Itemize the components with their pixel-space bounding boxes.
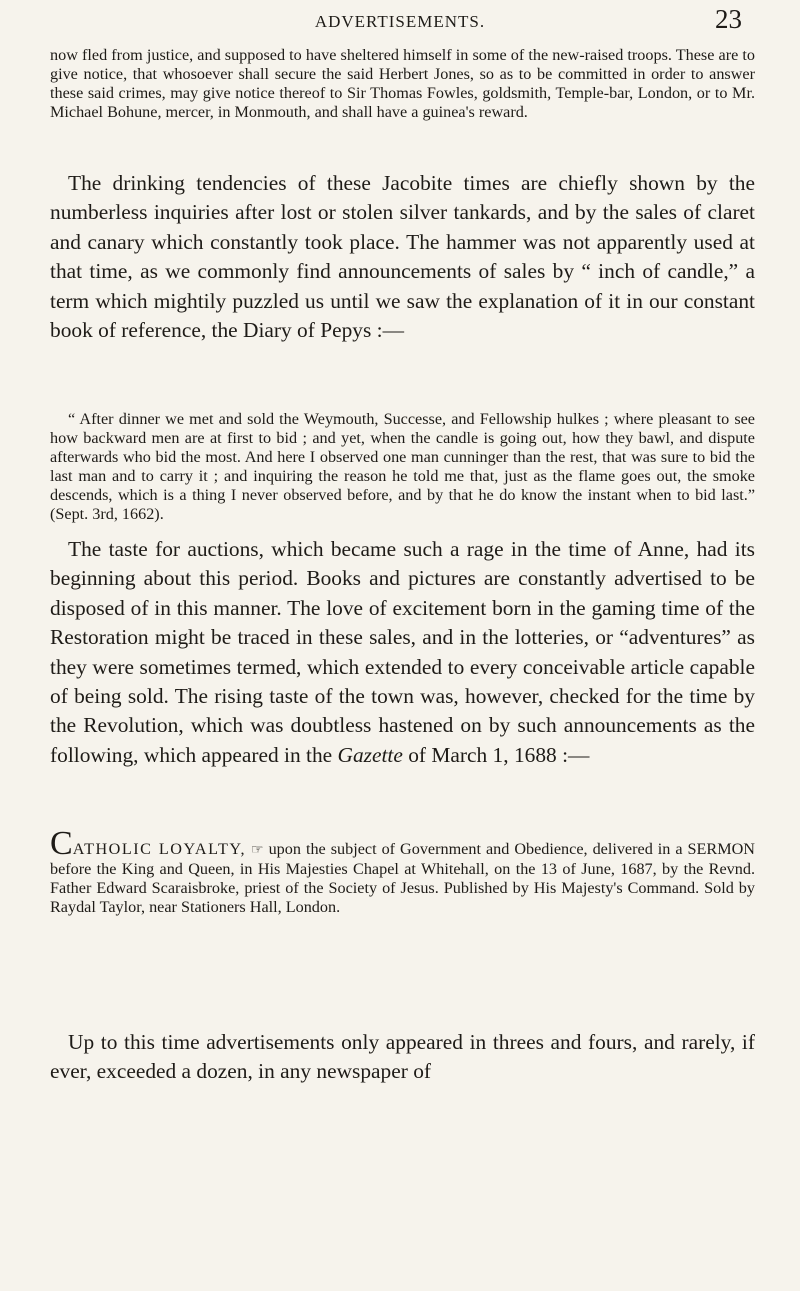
catholic-loyalty-advertisement xyxy=(50,825,755,917)
drinking-paragraph: The drinking tendencies of these Jacobite times are chiefly shown by the numberless inquiries after lost or stolen silver tankards, and by the sales of claret and canary which constantly took place. The hammer was not apparently used at that time, as we commonly find announcements of sales by “ inch of candle,” a term which mightily puzzled us until we saw the explanation of it in our constant book of reference, the Diary of Pepys :— xyxy=(50,171,755,343)
advert-headline: ATHOLIC LOYALTY, xyxy=(72,840,247,858)
gazette-date: of March 1, 1688 :— xyxy=(402,742,590,767)
closing-paragraph: Up to this time advertisements only appeared in threes and fours, and rarely, if ever, exceeded a dozen, in any newspaper of xyxy=(50,1030,755,1084)
page-number: 23 xyxy=(715,4,742,34)
notice-paragraph: now fled from justice, and supposed to have sheltered himself in some of the new-raised troops. These are to give notice, that whosoever shall secure the said Herbert Jones, so as to be committed in order to answer these said crimes, may give notice thereof to Sir Thomas Fowles, goldsmith, Temple-bar, London, or to Mr. Michael Bohune, mercer, in Monmouth, and shall have a guinea's reward. xyxy=(50,46,755,121)
gazette-title: Gazette xyxy=(337,742,403,767)
pointing-hand-icon: ☞ xyxy=(251,843,264,858)
auctions-paragraph xyxy=(50,535,755,770)
running-head: ADVERTISEMENTS. xyxy=(314,12,486,31)
drop-cap: C xyxy=(50,825,73,862)
advert-body: upon the subject of Government and Obedience, delivered in a SERMON before the King and Queen, in His Majesties Chapel at Whitehall, on the 13 of June, 1687, by the Revnd. Father Edward Scaraisbroke, priest of the Society of Jesus. Published by His Majesty's Command. Sold by Raydal Taylor, near Stationers Hall, London. xyxy=(50,840,755,916)
pepys-quote: “ After dinner we met and sold the Weymouth, Successe, and Fellowship hulkes ; where pleasant to see how backward men are at first to bid ; and yet, when the candle is going out, how they bawl, and dispute afterwards who bid the most. And here I observed one man cunninger than the rest, that was sure to bid the last man and to carry it ; and inquiring the reason he told me that, just as the flame goes out, the smoke descends, which is a thing I never observed before, and by that he do know the instant when to bid last.” (Sept. 3rd, 1662). xyxy=(50,410,755,523)
auctions-text: The taste for auctions, which became such a rage in the time of Anne, had its beginning about this period. Books and pictures are constantly advertised to be disposed of in this manner. The love of excitement born in the gaming time of the Restoration might be traced in these sales, and in the lotteries, or “adventures” as they were sometimes termed, which extended to every conceivable article capable of being sold. The rising taste of the town was, however, checked for the time by the Revolution, which was doubtless hastened on by such announcements as the following, which appeared in the xyxy=(50,537,755,767)
